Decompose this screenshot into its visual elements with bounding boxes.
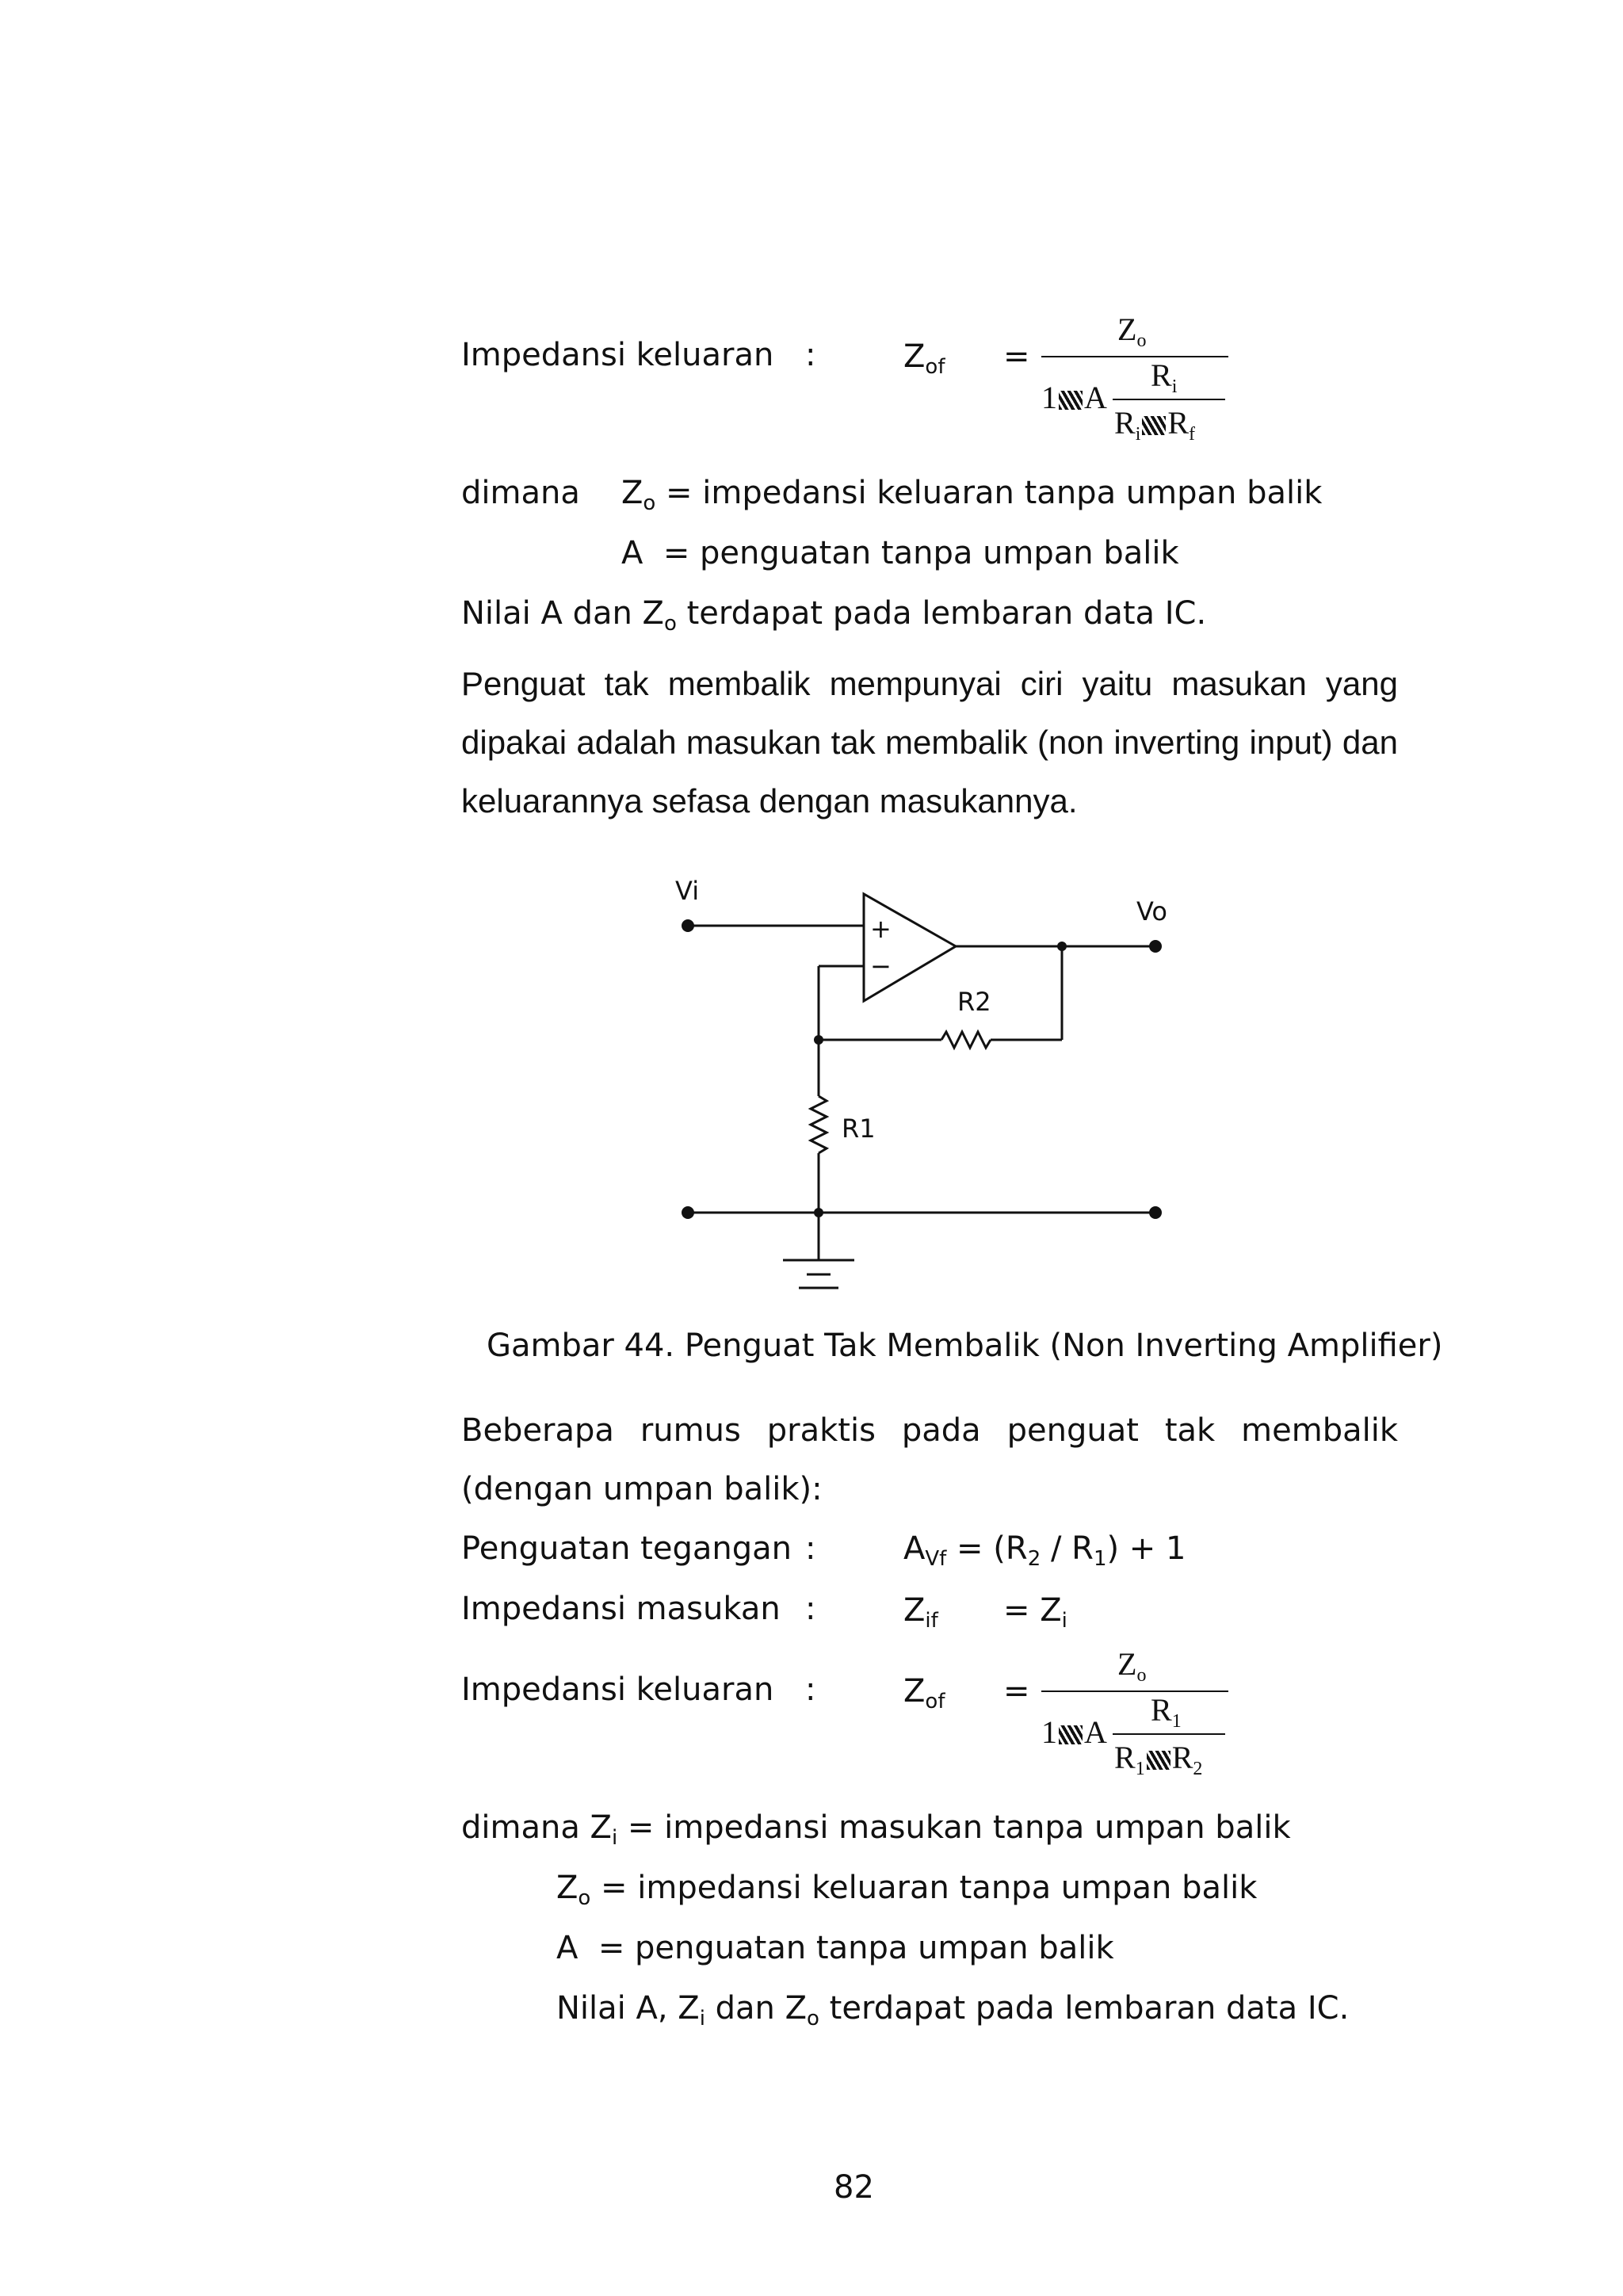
formula1-equals: = (1003, 338, 1030, 375)
ground-right-terminal (1149, 1206, 1162, 1219)
zin-rhs: = $Z_i$ (1003, 1592, 1067, 1633)
formula1-main-fraction-bar (1041, 356, 1228, 357)
output-node (1057, 942, 1067, 951)
where2-line3: A = penguatan tanpa umpan balik (556, 1930, 1114, 1966)
where2-line1: dimana $Z_i$ = impedansi masukan tanpa umpan balik (461, 1809, 1291, 1850)
formula2-lhs: $Z_{of}$ (903, 1673, 945, 1713)
operator-glyph-icon (1147, 1751, 1170, 1770)
formula1-numerator: $Z_o$ (1117, 311, 1147, 351)
formula2-equals: = (1003, 1673, 1030, 1710)
formula2-numerator: $Z_o$ (1117, 1646, 1147, 1686)
gain-label: Penguatan tegangan (461, 1530, 792, 1567)
ground-node (814, 1208, 823, 1217)
formula1-lhs: $Z_{of}$ (903, 338, 945, 379)
r2-label: R2 (957, 987, 991, 1017)
inverting-node (814, 1035, 823, 1045)
figure-caption: Gambar 44. Penguat Tak Membalik (Non Inverting Amplifier) (487, 1328, 1443, 1364)
paragraph-non-inverting-description: Penguat tak membalik mempunyai ciri yaitu masukan yang dipakai adalah masukan tak membalik (non inverting input) dan keluarannya sefasa dengan masukannya. (461, 665, 1398, 819)
vi-terminal (682, 919, 694, 932)
formula2-inner-fraction-bar (1113, 1733, 1225, 1735)
formula2-inner-numerator: $R_1$ (1151, 1692, 1182, 1732)
where1-note: Nilai A dan $Z_o$ terdapat pada lembaran data IC. (461, 595, 1207, 636)
where1-word: dimana (461, 475, 580, 511)
gain-formula: $A_{Vf} = (R_2 / R_1) + 1$ (903, 1530, 1186, 1571)
gain-colon: : (805, 1530, 816, 1567)
where1-line2: A = penguatan tanpa umpan balik (621, 535, 1179, 571)
operator-glyph-icon (1142, 416, 1166, 435)
resistor-r1 (811, 1096, 827, 1153)
formula1-inner-fraction-bar (1113, 399, 1225, 400)
zin-colon: : (805, 1591, 816, 1627)
where2-note: Nilai A, $Z_i$ dan $Z_o$ terdapat pada lembaran data IC. (556, 1990, 1350, 2030)
inverting-input-sign: − (870, 951, 892, 981)
zin-label: Impedansi masukan (461, 1591, 781, 1627)
non-inverting-input-sign: + (870, 914, 892, 944)
formula2-main-fraction-bar (1041, 1690, 1228, 1692)
formula1-colon: : (805, 337, 816, 373)
formula2-colon: : (805, 1671, 816, 1708)
operator-glyph-icon (1059, 1725, 1083, 1744)
formula1-one-minus-a: 1 A (1041, 380, 1107, 415)
vo-label: Vo (1136, 896, 1167, 926)
non-inverting-amplifier-circuit (664, 868, 1171, 1304)
formula1-label: Impedansi keluaran (461, 337, 774, 373)
formula1-inner-numerator: $R_i$ (1151, 357, 1178, 397)
op-amp-triangle (864, 894, 956, 1001)
vi-label: Vi (675, 876, 700, 906)
formula2-inner-denominator: $R_1$ $R_2$ (1114, 1740, 1203, 1779)
operator-glyph-icon (1059, 391, 1083, 410)
formula2-one-minus-a: 1 A (1041, 1714, 1107, 1750)
r1-label: R1 (842, 1114, 876, 1144)
page-number: 82 (834, 2169, 874, 2206)
ground-left-terminal (682, 1206, 694, 1219)
vo-terminal (1149, 940, 1162, 953)
formula2-label: Impedansi keluaran (461, 1671, 774, 1708)
where1-line1: $Z_o$ = impedansi keluaran tanpa umpan balik (621, 475, 1323, 515)
zin-lhs: $Z_{if}$ (903, 1592, 938, 1633)
paragraph-practical-formulas: Beberapa rumus praktis pada penguat tak membalik (dengan umpan balik): (461, 1412, 1398, 1507)
where2-line2: $Z_o$ = impedansi keluaran tanpa umpan balik (556, 1870, 1258, 1910)
resistor-r2 (941, 1032, 991, 1048)
formula1-inner-denominator: $R_i$ $R_f$ (1114, 405, 1196, 445)
